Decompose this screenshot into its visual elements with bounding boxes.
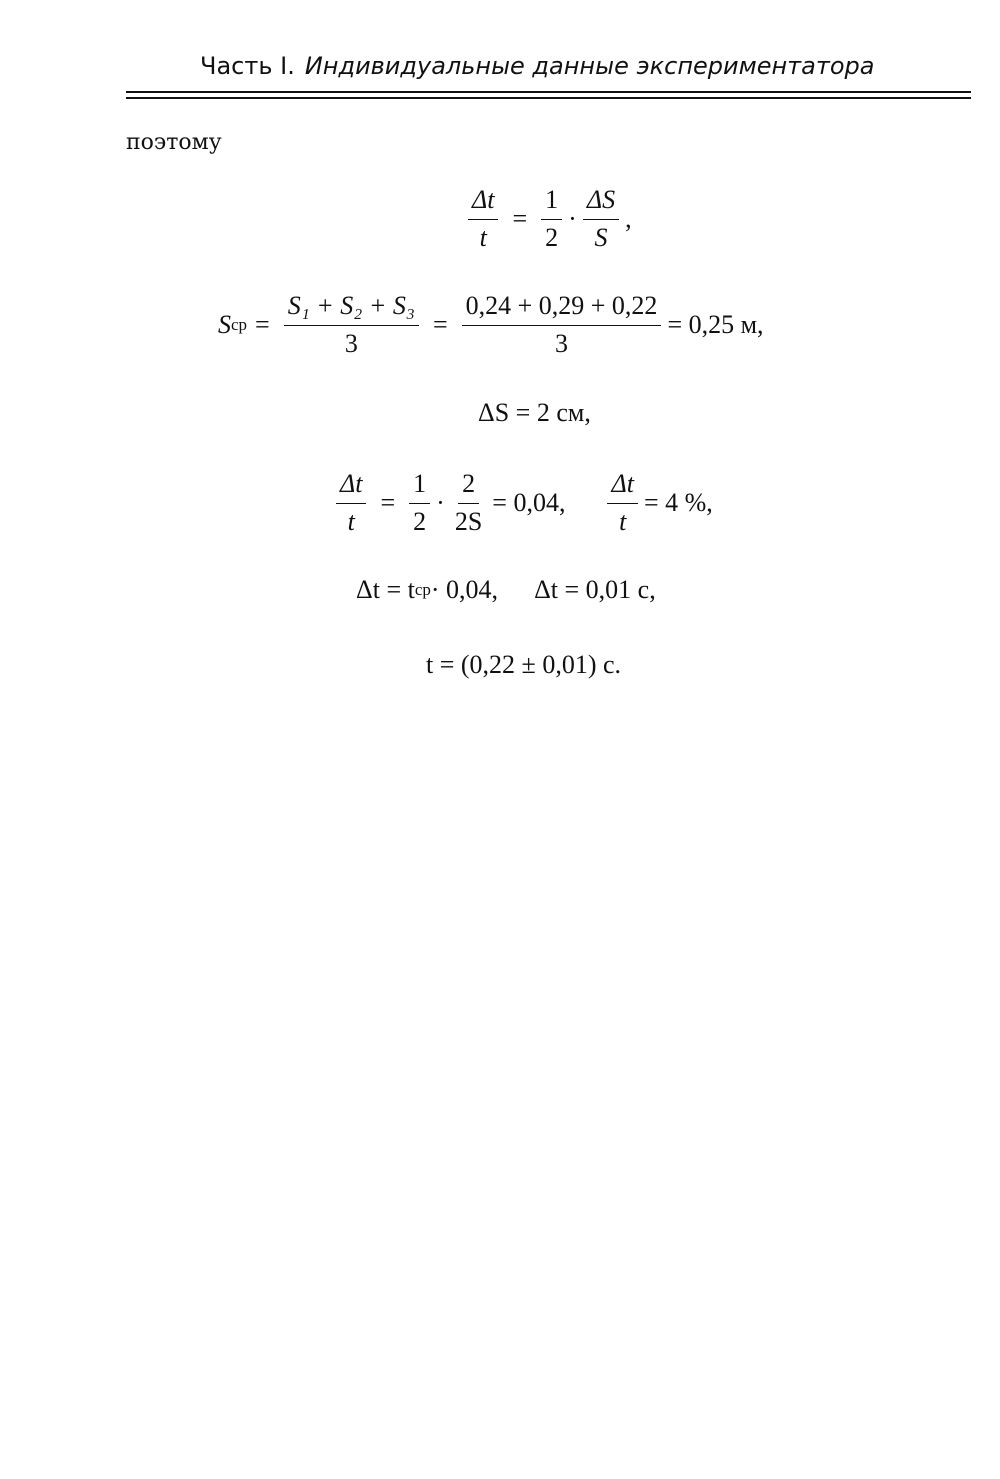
eq4-f-denominator: 2S: [454, 506, 483, 536]
eq6-text: t = (0,22 ± 0,01) с.: [426, 650, 622, 679]
eq2-lhs-subscript: ср: [231, 315, 248, 335]
header-rule-bottom: [126, 97, 971, 99]
part-label: Часть I.: [200, 52, 295, 80]
eq5-part-c: Δt = 0,01 с,: [534, 575, 656, 604]
eq1-lhs-numerator: Δt: [468, 186, 498, 220]
eq4-result-2: = 4 %,: [643, 488, 713, 518]
equals-sign: =: [432, 310, 448, 340]
eq1-lhs-denominator: t: [479, 222, 487, 252]
eq1-rhs-numerator: ΔS: [583, 186, 619, 220]
eq5-part-b: · 0,04,: [430, 575, 499, 604]
eq1-rhs-denominator: S: [594, 222, 608, 252]
running-header: [200, 52, 900, 80]
eq1-half-denominator: 2: [545, 222, 559, 252]
eq4-lhs-numerator: Δt: [336, 470, 366, 504]
equation-2: [218, 292, 1000, 358]
header-title: Индивидуальные данные экспериментатора: [304, 52, 875, 80]
eq2-values-denominator: 3: [555, 328, 569, 358]
eq4-result-1: = 0,04,: [492, 488, 566, 518]
eq4-half-numerator: 1: [409, 470, 430, 504]
eq2-result: = 0,25 м,: [667, 310, 764, 340]
equation-4: [330, 470, 1000, 536]
equation-5: [356, 575, 1000, 605]
eq2-sum-numerator: S₁ + S₂ + S₃: [284, 292, 419, 326]
eq2-values-numerator: 0,24 + 0,29 + 0,22: [462, 292, 662, 326]
equation-1: [462, 186, 1000, 252]
equation-6: [426, 650, 1000, 680]
eq4-f-numerator: 2: [458, 470, 479, 504]
eq4-lhs2-numerator: Δt: [607, 470, 637, 504]
header-rule-top: [126, 91, 971, 93]
eq4-lhs-denominator: t: [347, 506, 355, 536]
dot-operator: ·: [436, 488, 445, 518]
eq2-lhs: S: [218, 310, 231, 340]
equals-sign: =: [380, 488, 396, 518]
equals-sign: =: [512, 204, 528, 234]
eq5-subscript: ср: [414, 580, 431, 599]
eq2-sum-denominator: 3: [344, 328, 358, 358]
eq1-half-numerator: 1: [541, 186, 562, 220]
eq4-lhs2-denominator: t: [619, 506, 627, 536]
dot-operator: ·: [568, 204, 577, 234]
equals-sign: =: [255, 310, 270, 340]
eq5-part-a: Δt = t: [356, 575, 415, 604]
eq1-tail: ,: [625, 204, 632, 234]
eq4-half-denominator: 2: [413, 506, 427, 536]
intro-word: поэтому: [126, 130, 222, 155]
eq3-text: ΔS = 2 см,: [478, 398, 591, 427]
equation-3: [478, 398, 1000, 428]
